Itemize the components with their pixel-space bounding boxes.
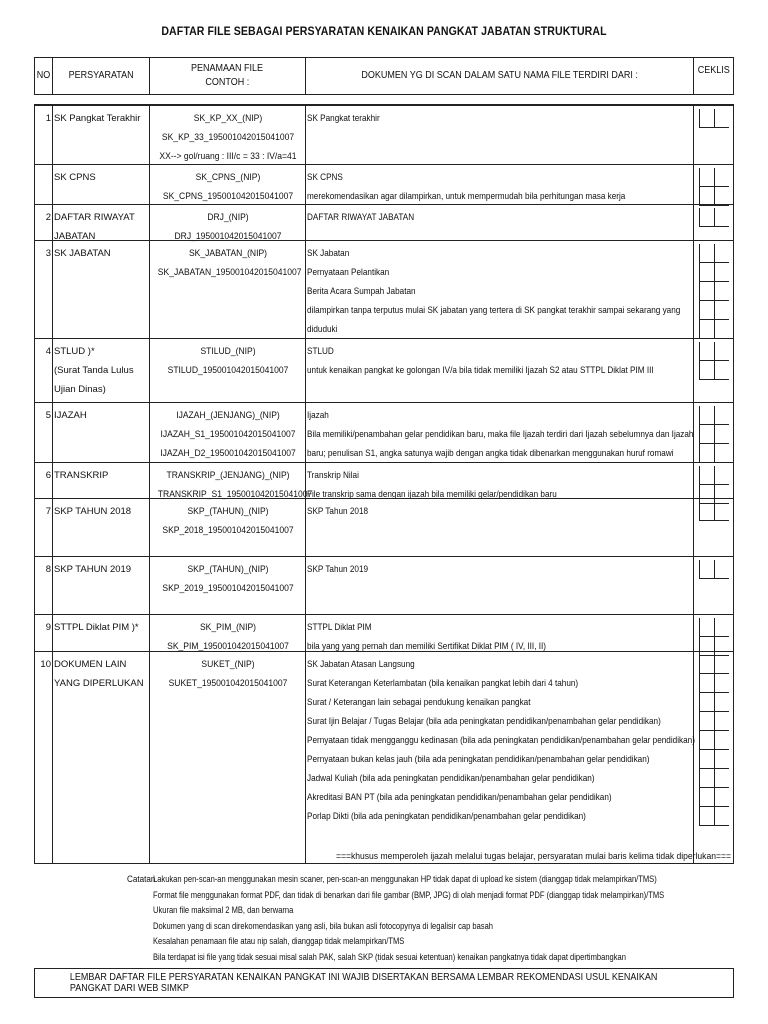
document-item: Berita Acara Sumpah Jabatan [307,286,416,297]
document-item: Ijazah [307,410,329,421]
ceklis-checkbox[interactable] [714,425,729,444]
file-name-examples [150,109,306,166]
document-item: Porlap Dikti (bila ada peningkatan pendidikan/penambahan gelar pendidikan) [307,811,586,822]
header-persyaratan: PERSYARATAN [53,58,150,94]
ceklis-checkbox[interactable] [714,788,729,807]
document-item: File transkrip sama dengan ijazah bila memiliki gelar/pendidikan baru [307,489,557,500]
ceklis-checkbox[interactable] [714,168,729,187]
requirement-label [54,655,148,693]
ceklis-checkbox[interactable] [714,263,729,282]
document-item: Pernyataan tidak mengganggu kedinasan (bila ada peningkatan pendidikan/penambahan gelar pendidikan) [307,735,695,746]
file-name-line: SUKET_195001042015041007 [168,678,288,689]
ceklis-checkbox[interactable] [714,750,729,769]
ceklis-checkbox[interactable] [699,502,714,521]
file-name-examples [150,406,306,463]
document-item: DAFTAR RIWAYAT JABATAN [307,212,415,223]
file-name-line: SKP_(TAHUN)_(NIP) [187,564,269,575]
note-item: Kesalahan penamaan file atau nip salah, dianggap tidak melampirkan/TMS [153,936,405,947]
file-name-line: STILUD_(NIP) [200,346,256,357]
row-number: 6 [45,470,51,481]
requirement-label [54,244,148,263]
document-item: baru; penulisan S1, angka satunya wajib dengan angka tidak dibenarkan menggunakan huruf romawi [307,448,674,459]
note-item: Dokumen yang di scan direkomendasikan yang asli, bila bukan asli fotocopynya di legalisir cap basah [153,920,493,931]
file-name-line: SKP_(TAHUN)_(NIP) [187,506,269,517]
ceklis-checkbox[interactable] [699,244,714,263]
header-dokumen: DOKUMEN YG DI SCAN DALAM SATU NAMA FILE TERDIRI DARI : [306,58,694,94]
ceklis-checkbox[interactable] [699,466,714,485]
document-list [307,655,695,826]
header-penamaan: PENAMAAN FILE CONTOH : [150,58,306,94]
document-item: Surat / Keterangan lain sebagai pendukung kenaikan pangkat [307,697,531,708]
file-name-line: SUKET_(NIP) [201,659,255,670]
ceklis-checkbox[interactable] [714,807,729,826]
table-row [35,402,733,462]
file-name-line: IJAZAH_D2_195001042015041007 [160,448,296,459]
requirement-label [54,618,148,637]
ceklis-checkbox[interactable] [699,618,714,637]
ceklis-checkbox[interactable] [714,361,729,380]
ceklis-checkbox[interactable] [714,674,729,693]
ceklis-checkbox[interactable] [714,406,729,425]
ceklis-checkbox[interactable] [699,693,714,712]
document-item: Surat Ijin Belajar / Tugas Belajar (bila ada peningkatan pendidikan/penambahan gelar pendidikan) [307,716,661,727]
file-name-line: SK_JABATAN_195001042015041007 [157,267,302,278]
table-row [35,105,733,164]
document-list [307,109,695,128]
notes-label: Catatan [127,874,156,884]
file-name-line: SK_KP_XX_(NIP) [193,113,263,124]
ceklis-checkbox[interactable] [714,342,729,361]
file-name-line: STILUD_195001042015041007 [167,365,289,376]
ceklis-checkbox[interactable] [714,109,729,128]
row-number: 1 [45,113,51,124]
ceklis-checkbox[interactable] [699,282,714,301]
ceklis-checkbox[interactable] [714,444,729,463]
document-item: Bila memiliki/penambahan gelar pendidikan baru, maka file Ijazah terdiri dari Ijazah sebelumnya dan Ijazah [307,429,694,440]
ceklis-checkbox[interactable] [699,406,714,425]
ceklis-checkbox[interactable] [699,750,714,769]
requirement-text: SKP TAHUN 2019 [54,564,132,575]
ceklis-checkbox[interactable] [714,693,729,712]
document-item: SK CPNS [307,172,343,183]
document-item: Pernyataan Pelantikan [307,267,390,278]
requirement-text: SKP TAHUN 2018 [54,506,132,517]
ceklis-checkbox[interactable] [714,320,729,339]
requirement-label [54,342,148,399]
note-item: Ukuran file maksimal 2 MB, dan berwarna [153,905,294,916]
header-ceklis: CEKLIS [697,65,730,76]
requirements-table [34,104,734,864]
document-item: Transkrip Nilai [307,470,359,481]
table-row [35,651,733,865]
requirement-text: TRANSKRIP [54,470,109,481]
document-item: merekomendasikan agar dilampirkan, untuk mempermudah bila perhitungan masa kerja [307,191,626,202]
ceklis-checkbox[interactable] [699,674,714,693]
file-name-line: DRJ_(NIP) [207,212,249,223]
document-item: SKP Tahun 2019 [307,564,369,575]
document-item: Akreditasi BAN PT (bila ada peningkatan pendidikan/penambahan gelar pendidikan) [307,792,612,803]
ceklis-checkbox[interactable] [699,769,714,788]
row-number: 9 [45,622,51,633]
document-item: untuk kenaikan pangkat ke golongan IV/a bila tidak memiliki Ijazah S2 atau STTPL Diklat PIM III [307,365,654,376]
file-name-line: SKP_2018_195001042015041007 [162,525,294,536]
row-number: 8 [45,564,51,575]
file-name-examples [150,342,306,380]
file-name-examples [150,502,306,540]
document-list [307,342,695,380]
requirement-text: DAFTAR RIWAYAT JABATAN [54,212,135,242]
note-item: Format file menggunakan format PDF, dan tidak di benarkan dari file gambar (BMP, JPG) di olah menjadi format PDF (dianggap tidak melampirkan)/TMS [153,889,665,900]
document-item: SK Pangkat terakhir [307,113,380,124]
ceklis-checkbox[interactable] [714,208,729,227]
requirement-text: STTPL Diklat PIM )* [54,622,139,633]
document-item: diduduki [307,324,338,335]
document-item: Surat Keterangan Keterlambatan (bila kenaikan pangkat lebih dari 4 tahun) [307,678,579,689]
ceklis-checkbox[interactable] [699,208,714,227]
file-name-line: IJAZAH_(JENJANG)_(NIP) [176,410,280,421]
document-item: STLUD [307,346,334,357]
file-name-line: SK_PIM_(NIP) [199,622,257,633]
ceklis-checkbox[interactable] [699,320,714,339]
document-item: Pernyataan bukan kelas jauh (bila ada peningkatan pendidikan/penambahan gelar pendidikan) [307,754,650,765]
row-number: 7 [45,506,51,517]
ceklis-checkbox[interactable] [699,807,714,826]
table-row [35,614,733,651]
document-list [307,502,695,521]
file-name-examples [150,244,306,282]
requirement-subtext: (Surat Tanda Lulus Ujian Dinas) [54,365,134,395]
header-no: NO [35,58,53,94]
document-item: SK Jabatan [307,248,350,259]
ceklis-checkbox[interactable] [699,301,714,320]
ceklis-checkbox[interactable] [714,244,729,263]
ceklis-checkbox[interactable] [699,731,714,750]
table-row [35,338,733,402]
note-item: Bila terdapat isi file yang tidak sesuai misal salah PAK, salah SKP (tidak sesuai ketentuan) kenaikan pangkatnya tidak dapat dipertimbangkan [153,951,626,962]
requirement-label [54,502,148,521]
special-note: ===khusus memperoleh ijazah melalui tugas belajar, persyaratan mulai baris kelima tidak diperlukan=== [336,851,731,862]
file-name-line: IJAZAH_S1_195001042015041007 [160,429,296,440]
document-item: Jadwal Kuliah (bila ada peningkatan pendidikan/penambahan gelar pendidikan) [307,773,595,784]
ceklis-checkbox[interactable] [699,342,714,361]
ceklis-checkbox[interactable] [714,502,729,521]
bottom-notice: LEMBAR DAFTAR FILE PERSYARATAN KENAIKAN PANGKAT INI WAJIB DISERTAKAN BERSAMA LEMBAR REKOMENDASI USUL KENAIKAN PANGKAT DARI WEB SIMKP [34,968,734,998]
table-row [35,164,733,204]
table-row [35,498,733,556]
requirement-label [54,466,148,485]
file-name-line: SK_CPNS_195001042015041007 [162,191,294,202]
document-item: STTPL Diklat PIM [307,622,372,633]
table-row [35,204,733,240]
ceklis-checkbox[interactable] [714,618,729,637]
requirement-text: STLUD )* [54,346,95,357]
ceklis-checkbox[interactable] [699,444,714,463]
document-item: SK Jabatan Atasan Langsung [307,659,415,670]
file-name-line: SK_CPNS_(NIP) [195,172,261,183]
ceklis-checkbox[interactable] [699,109,714,128]
row-number: 4 [45,346,51,357]
requirement-text: IJAZAH [54,410,87,421]
ceklis-checkbox[interactable] [714,731,729,750]
ceklis-checkbox[interactable] [699,361,714,380]
file-name-examples [150,560,306,598]
row-number: 10 [40,659,51,670]
file-name-examples [150,655,306,693]
file-name-line: TRANSKRIP_(JENJANG)_(NIP) [166,470,290,481]
file-name-line: XX--> gol/ruang : III/c = 33 : IV/a=41 [159,151,297,162]
table-row [35,240,733,338]
file-name-line: SKP_2019_195001042015041007 [162,583,294,594]
page-title: DAFTAR FILE SEBAGAI PERSYARATAN KENAIKAN PANGKAT JABATAN STRUKTURAL [161,24,607,38]
requirement-text: DOKUMEN LAIN YANG DIPERLUKAN [54,659,144,689]
file-name-examples [150,168,306,206]
document-list [307,244,695,339]
ceklis-checkbox[interactable] [714,655,729,674]
requirement-text: SK JABATAN [54,248,111,259]
ceklis-checkbox[interactable] [699,655,714,674]
requirement-label [54,406,148,425]
ceklis-checkbox[interactable] [699,263,714,282]
table-row [35,462,733,498]
ceklis-checkbox[interactable] [714,301,729,320]
ceklis-checkbox[interactable] [699,788,714,807]
ceklis-checkbox[interactable] [699,560,714,579]
document-item: dilampirkan tanpa terputus mulai SK jabatan yang tertera di SK pangkat terakhir sampai sekarang yang [307,305,681,316]
ceklis-checkbox[interactable] [714,769,729,788]
ceklis-checkbox[interactable] [714,560,729,579]
requirement-label [54,109,148,128]
row-number: 2 [45,212,51,223]
file-name-line: DRJ_195001042015041007 [174,231,282,242]
requirement-text: SK CPNS [54,172,96,183]
table-row [35,556,733,614]
ceklis-checkbox[interactable] [699,425,714,444]
table-header [34,57,734,95]
document-list [307,560,695,579]
ceklis-checkbox[interactable] [714,282,729,301]
ceklis-checkbox[interactable] [699,712,714,731]
document-list [307,168,695,206]
row-number: 3 [45,248,51,259]
requirement-label [54,560,148,579]
ceklis-checkbox[interactable] [714,466,729,485]
requirement-text: SK Pangkat Terakhir [54,113,141,124]
document-item: bila yang yang pernah dan memiliki Sertifikat Diklat PIM ( IV, III, II) [307,641,546,652]
row-number: 5 [45,410,51,421]
ceklis-checkbox[interactable] [699,168,714,187]
document-list [307,208,695,227]
document-list [307,406,695,463]
requirement-label [54,168,148,187]
file-name-line: SK_KP_33_195001042015041007 [161,132,295,143]
file-name-line: TRANSKRIP_S1_195001042015041007 [157,489,313,500]
file-name-line: SK_JABATAN_(NIP) [188,248,268,259]
ceklis-checkbox[interactable] [714,712,729,731]
document-item: SKP Tahun 2018 [307,506,369,517]
notes-list [153,872,762,966]
file-name-line: SK_PIM_195001042015041007 [167,641,289,652]
note-item: Lakukan pen-scan-an menggunakan mesin scaner, pen-scan-an menggunakan HP tidak dapat di upload ke sistem (dianggap tidak melampirkan/TMS) [153,874,657,884]
